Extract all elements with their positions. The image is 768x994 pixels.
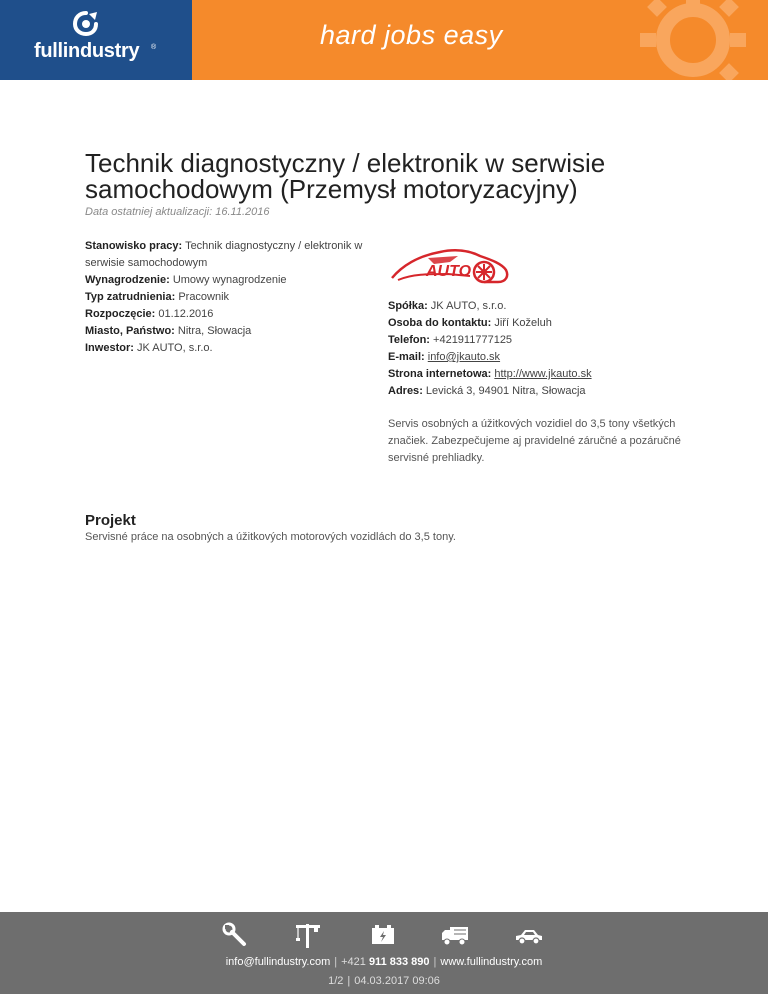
company-contact <box>388 315 688 332</box>
detail-position <box>85 238 375 272</box>
company-description: Servis osobných a úžitkových vozidiel do 3,5 tony všetkých značiek. Zabezpečujeme aj pravidelné záručné a pozáručné servisné prehliadky. <box>388 418 681 464</box>
footer-email[interactable]: info@fullindustry.com <box>225 956 331 968</box>
company-details <box>388 298 688 400</box>
detail-label: Stanowisko pracy: <box>85 240 183 252</box>
footer-meta: 1/2 | 04.03.2017 09:06 <box>328 975 440 987</box>
email-link[interactable]: info@jkauto.sk <box>427 351 501 363</box>
company-web <box>388 366 688 383</box>
detail-label: Miasto, Państwo: <box>85 325 175 337</box>
detail-investor <box>85 340 375 357</box>
logo-block <box>0 0 192 80</box>
detail-label: Wynagrodzenie: <box>85 274 170 286</box>
logo-registered-mark: ® <box>151 44 157 51</box>
logo-text: fullindustry <box>34 40 140 62</box>
company-email <box>388 349 688 366</box>
print-timestamp: 04.03.2017 09:06 <box>354 975 440 987</box>
detail-label: Telefon: <box>388 334 430 346</box>
detail-location <box>85 323 375 340</box>
job-details <box>85 238 375 357</box>
detail-label: E-mail: <box>388 351 425 363</box>
footer-icons <box>222 922 552 948</box>
detail-value: JK AUTO, s.r.o. <box>136 342 213 354</box>
jk-auto-car-logo-icon <box>388 240 512 288</box>
detail-value: Pracownik <box>178 291 230 303</box>
last-updated-value: 16.11.2016 <box>215 206 270 218</box>
footer-phone-number: 911 833 890 <box>368 956 430 968</box>
detail-employment <box>85 289 375 306</box>
detail-value: 01.12.2016 <box>158 308 214 320</box>
detail-label: Adres <box>388 385 420 397</box>
detail-label: Spółka: <box>388 300 428 312</box>
detail-value: JK AUTO, s.r.o. <box>430 300 507 312</box>
company-address: Adres: Levická 3, 94901 Nitra, Słowacja <box>388 385 586 397</box>
page-number: 1/2 <box>328 975 344 987</box>
page-title: Technik diagnostyczny / elektronik w serwisie samochodowym (Przemysł motoryzacyjny) <box>85 148 606 204</box>
footer-phone-prefix: +421 <box>341 956 366 968</box>
detail-value: +421911777125 <box>433 334 513 346</box>
truck-icon <box>440 922 470 948</box>
project-heading: Projekt <box>85 512 136 529</box>
car-icon <box>514 922 544 948</box>
detail-label: Strona internetowa: <box>388 368 492 380</box>
battery-icon <box>370 922 396 948</box>
detail-label: Rozpoczęcie: <box>85 308 156 320</box>
detail-label: Inwestor: <box>85 342 134 354</box>
gear-decoration-icon <box>638 0 748 80</box>
page-header <box>0 0 768 80</box>
footer-website[interactable]: www.fullindustry.com <box>440 956 543 968</box>
detail-label: Osoba do kontaktu: <box>388 317 492 329</box>
last-updated-label: Data ostatniej aktualizacji: <box>85 206 213 218</box>
company-phone <box>388 332 688 349</box>
page-footer <box>0 912 768 994</box>
detail-value: Umowy wynagrodzenie <box>172 274 287 286</box>
footer-contact: info@fullindustry.com | +421 911 833 890 | www.fullindustry.com <box>225 956 543 968</box>
svg-text:AUTO: AUTO <box>426 263 472 280</box>
crane-icon <box>294 922 322 948</box>
tagline-banner <box>192 0 768 80</box>
company-name <box>388 298 688 315</box>
detail-value: Jiří Koželuh <box>494 317 552 329</box>
fullindustry-logo-icon <box>72 10 100 40</box>
detail-value: Levická 3, 94901 Nitra, Słowacja <box>425 385 586 397</box>
wrench-icon <box>222 922 248 948</box>
detail-salary <box>85 272 375 289</box>
project-text: Servisné práce na osobných a úžitkových motorových vozidlách do 3,5 tony. <box>85 531 456 543</box>
detail-value: Technik diagnostyczny / elektronik w serwisie samochodowym <box>85 240 363 269</box>
tagline: hard jobs easy <box>320 20 503 50</box>
detail-start <box>85 306 375 323</box>
website-link[interactable]: http://www.jkauto.sk <box>494 368 592 380</box>
detail-value: Nitra, Słowacja <box>177 325 252 337</box>
last-updated <box>85 206 270 218</box>
detail-label: Typ zatrudnienia: <box>85 291 176 303</box>
